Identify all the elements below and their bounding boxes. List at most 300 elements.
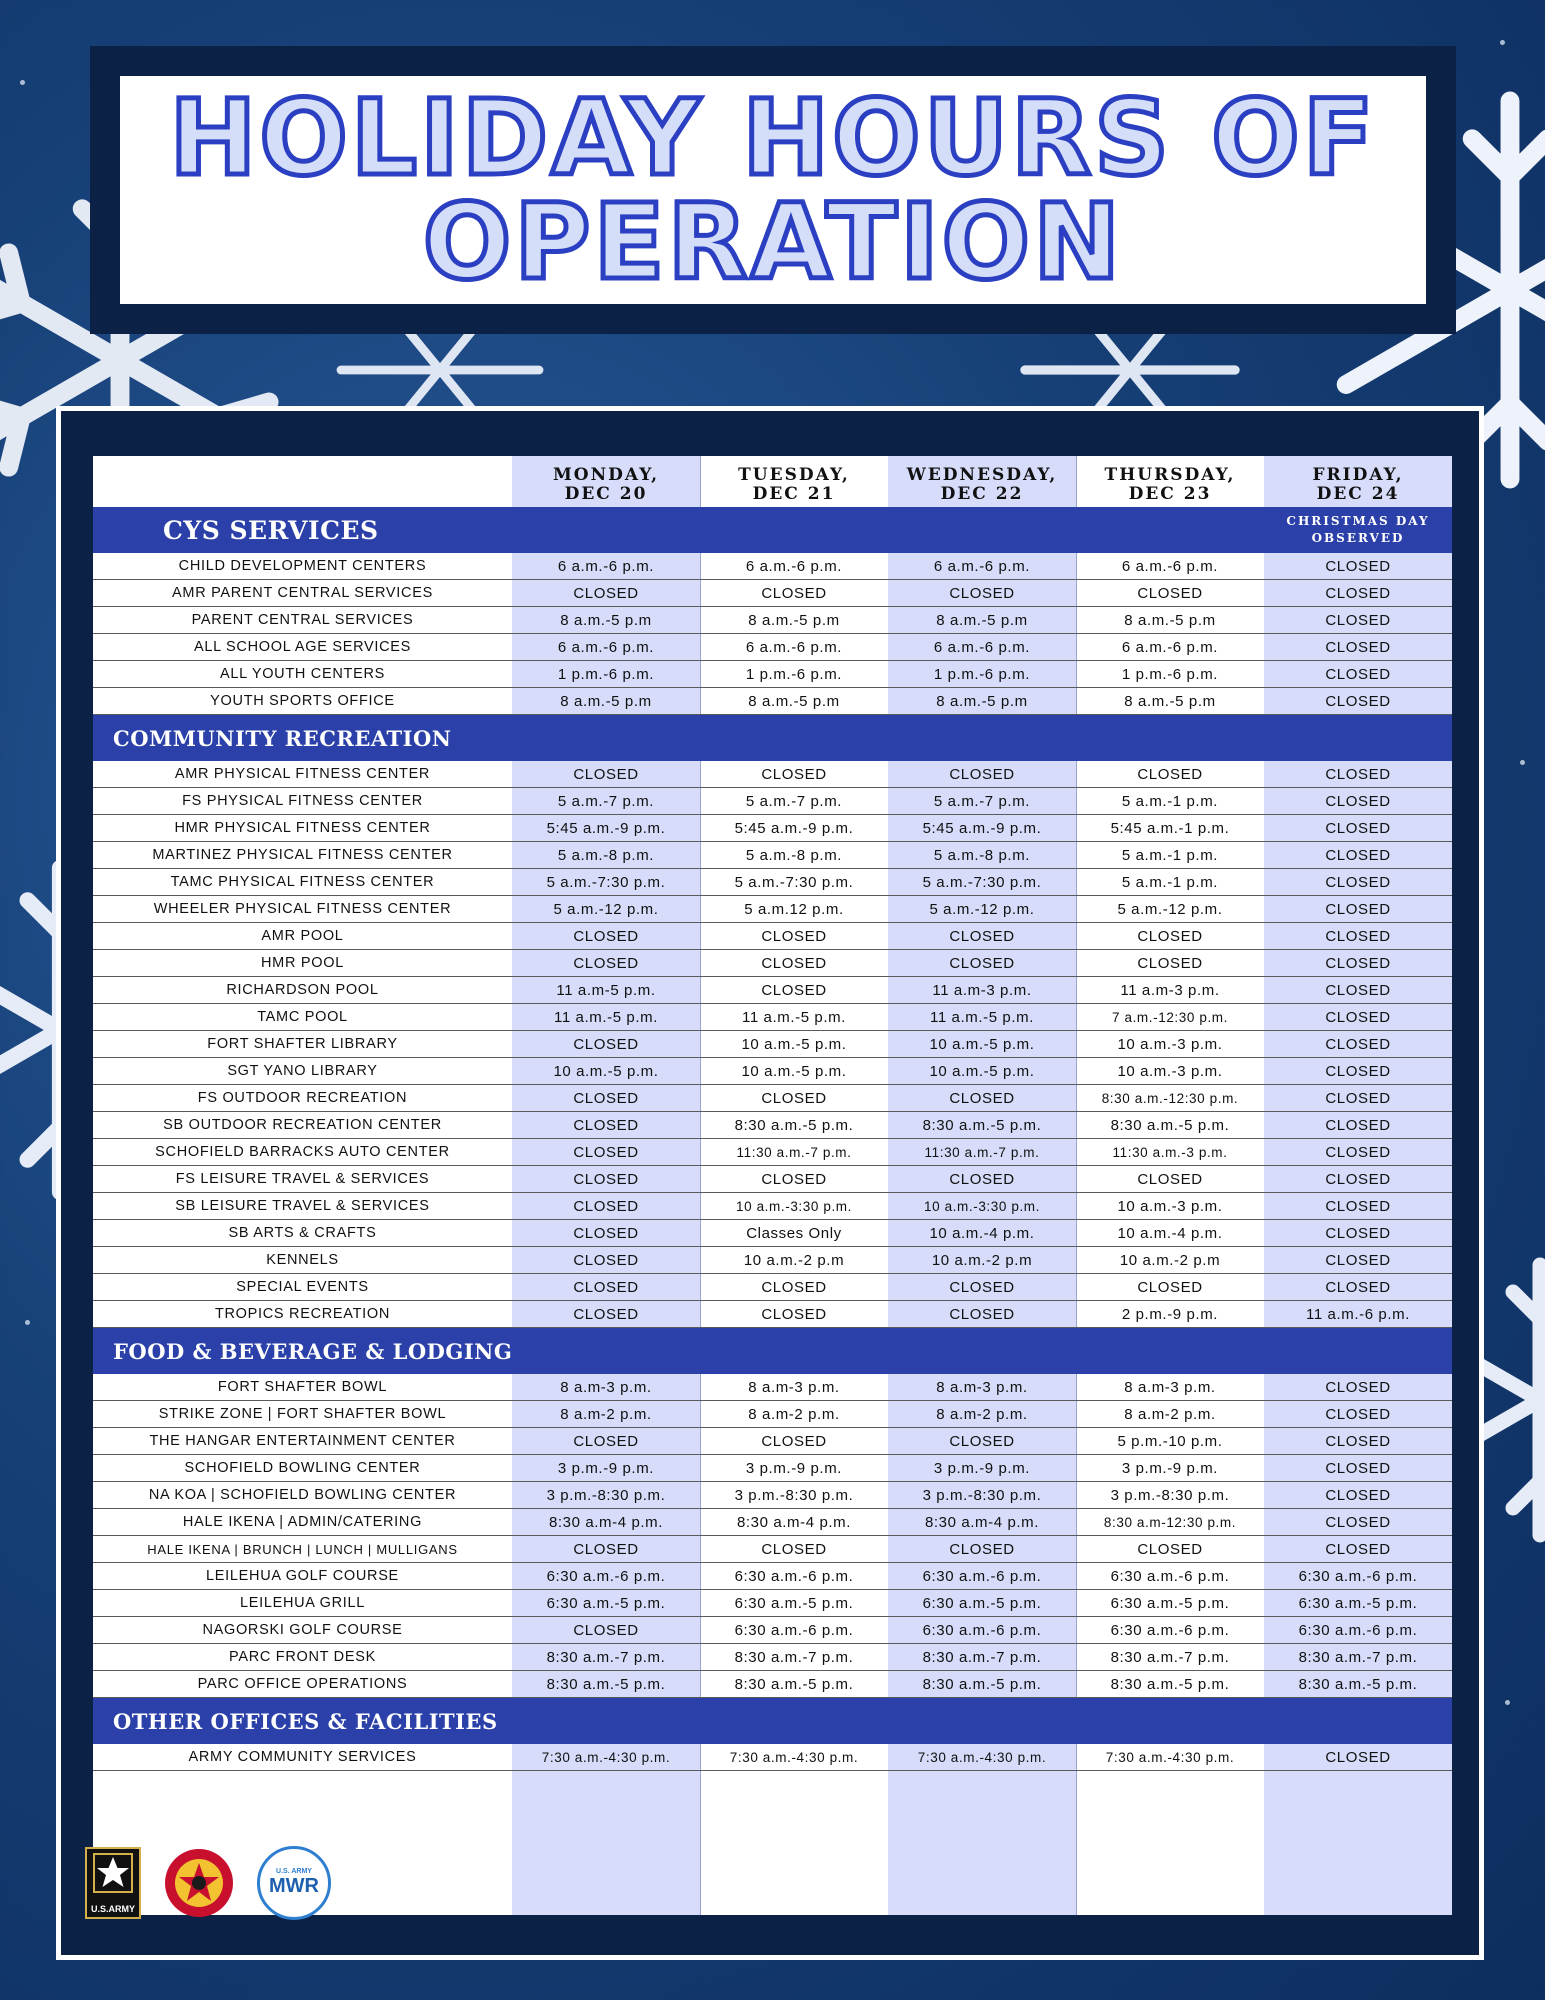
hours-cell: CLOSED (512, 1428, 700, 1455)
hours-cell: CLOSED (512, 1301, 700, 1328)
hours-cell: CLOSED (512, 1617, 700, 1644)
mwr-wordmark: MWR (269, 1875, 319, 1897)
facility-name: SB OUTDOOR RECREATION CENTER (93, 1112, 512, 1139)
hours-cell: 8:30 a.m-12:30 p.m. (1076, 1509, 1264, 1536)
hours-cell: 5 a.m.-12 p.m. (1076, 896, 1264, 923)
hours-cell: CLOSED (512, 1220, 700, 1247)
hours-cell: 6:30 a.m.-6 p.m. (1076, 1617, 1264, 1644)
table-row (93, 1220, 1452, 1247)
table-row (93, 1401, 1452, 1428)
hours-cell: CLOSED (1264, 553, 1452, 580)
hours-cell: 10 a.m.-5 p.m. (700, 1058, 888, 1085)
hours-cell: 5:45 a.m.-1 p.m. (1076, 815, 1264, 842)
hours-cell: CLOSED (700, 1536, 888, 1563)
hours-cell: 8 a.m-3 p.m. (512, 1374, 700, 1401)
hours-cell: 5 a.m.-7:30 p.m. (700, 869, 888, 896)
hours-cell: 8 a.m.-5 p.m (888, 688, 1076, 715)
hours-cell: CLOSED (888, 580, 1076, 607)
table-row (93, 1058, 1452, 1085)
hours-cell: CLOSED (1076, 1166, 1264, 1193)
hours-cell: 5 p.m.-10 p.m. (1076, 1428, 1264, 1455)
facility-name: HALE IKENA | BRUNCH | LUNCH | MULLIGANS (93, 1536, 512, 1563)
hours-cell: 5 a.m.-8 p.m. (512, 842, 700, 869)
hours-cell: 6 a.m.-6 p.m. (700, 553, 888, 580)
facility-name: AMR POOL (93, 923, 512, 950)
hours-cell: CLOSED (1264, 1112, 1452, 1139)
hours-cell: CLOSED (1076, 923, 1264, 950)
hours-cell: CLOSED (1264, 1031, 1452, 1058)
hours-cell: 10 a.m.-3:30 p.m. (888, 1193, 1076, 1220)
hours-cell: CLOSED (888, 1536, 1076, 1563)
us-army-logo (85, 1847, 141, 1919)
hours-cell: CLOSED (1264, 1744, 1452, 1771)
facility-name: TAMC POOL (93, 1004, 512, 1031)
table-row (93, 1644, 1452, 1671)
hours-cell: 11 a.m-3 p.m. (1076, 977, 1264, 1004)
hours-cell: CLOSED (888, 923, 1076, 950)
hours-cell: CLOSED (512, 1085, 700, 1112)
hours-cell: 11 a.m.-6 p.m. (1264, 1301, 1452, 1328)
hours-cell: CLOSED (1264, 580, 1452, 607)
facility-name: FS LEISURE TRAVEL & SERVICES (93, 1166, 512, 1193)
table-row (93, 634, 1452, 661)
hours-cell: CLOSED (1264, 869, 1452, 896)
hours-cell: 8 a.m.-5 p.m (512, 607, 700, 634)
hours-cell: CLOSED (512, 1139, 700, 1166)
hours-cell: 10 a.m.-5 p.m. (700, 1031, 888, 1058)
hours-cell: CLOSED (700, 950, 888, 977)
facility-name: HALE IKENA | ADMIN/CATERING (93, 1509, 512, 1536)
hours-cell: CLOSED (1264, 1274, 1452, 1301)
hours-cell: 10 a.m.-3 p.m. (1076, 1193, 1264, 1220)
facility-name: FORT SHAFTER BOWL (93, 1374, 512, 1401)
table-row (93, 896, 1452, 923)
hours-cell: 5:45 a.m.-9 p.m. (512, 815, 700, 842)
table-row (93, 761, 1452, 788)
hours-cell: 8:30 a.m.-7 p.m. (700, 1644, 888, 1671)
hours-cell: 8 a.m.-5 p.m (700, 607, 888, 634)
table-row (93, 1031, 1452, 1058)
hours-cell: CLOSED (512, 1193, 700, 1220)
header-tuesday: TUESDAY, DEC 21 (738, 465, 850, 504)
mwr-caption: U.S. ARMY (276, 1868, 312, 1875)
facility-name: AMR PARENT CENTRAL SERVICES (93, 580, 512, 607)
table-row (93, 1193, 1452, 1220)
hours-cell: CLOSED (1264, 661, 1452, 688)
table-row (93, 1112, 1452, 1139)
hours-cell: 6 a.m.-6 p.m. (888, 634, 1076, 661)
table-row (93, 950, 1452, 977)
hours-cell: 7:30 a.m.-4:30 p.m. (888, 1744, 1076, 1771)
hours-cell: 8 a.m-2 p.m. (700, 1401, 888, 1428)
hours-cell: 11 a.m-5 p.m. (512, 977, 700, 1004)
table-row (93, 1590, 1452, 1617)
hours-cell: 3 p.m.-9 p.m. (888, 1455, 1076, 1482)
section-header-community-recreation (93, 715, 1452, 762)
facility-name: TROPICS RECREATION (93, 1301, 512, 1328)
hours-cell: CLOSED (1264, 688, 1452, 715)
facility-name: ALL YOUTH CENTERS (93, 661, 512, 688)
hours-cell: CLOSED (512, 1247, 700, 1274)
page-title-line-2: OPERATION (422, 181, 1124, 303)
hours-cell: CLOSED (1264, 1455, 1452, 1482)
hours-cell: 8:30 a.m.-5 p.m. (700, 1671, 888, 1698)
hours-cell: CLOSED (1264, 1536, 1452, 1563)
table-row (93, 977, 1452, 1004)
hours-cell: 8 a.m-3 p.m. (1076, 1374, 1264, 1401)
table-row (93, 580, 1452, 607)
hours-cell: 5 a.m.-1 p.m. (1076, 869, 1264, 896)
hours-cell: CLOSED (512, 761, 700, 788)
hours-cell: 6 a.m.-6 p.m. (888, 553, 1076, 580)
hours-cell: 6:30 a.m.-6 p.m. (1264, 1617, 1452, 1644)
hours-cell: 8 a.m-2 p.m. (512, 1401, 700, 1428)
hours-cell: CLOSED (888, 1085, 1076, 1112)
table-row (93, 1744, 1452, 1771)
hours-cell: 8 a.m.-5 p.m (1076, 607, 1264, 634)
table-row (93, 553, 1452, 580)
hours-cell: 8:30 a.m.-5 p.m. (1076, 1671, 1264, 1698)
table-row (93, 661, 1452, 688)
table-row (93, 1509, 1452, 1536)
table-row (93, 1166, 1452, 1193)
hours-cell: CLOSED (1264, 923, 1452, 950)
facility-name: SB ARTS & CRAFTS (93, 1220, 512, 1247)
hours-cell: CLOSED (888, 1274, 1076, 1301)
hours-cell: 7:30 a.m.-4:30 p.m. (700, 1744, 888, 1771)
facility-name: WHEELER PHYSICAL FITNESS CENTER (93, 896, 512, 923)
table-row (93, 607, 1452, 634)
hours-cell: 10 a.m.-4 p.m. (888, 1220, 1076, 1247)
facility-name: SCHOFIELD BARRACKS AUTO CENTER (93, 1139, 512, 1166)
title-banner (90, 46, 1456, 334)
facility-name: FS PHYSICAL FITNESS CENTER (93, 788, 512, 815)
hours-cell: 5 a.m.-7:30 p.m. (888, 869, 1076, 896)
hours-cell: CLOSED (700, 761, 888, 788)
hours-cell: CLOSED (1264, 1004, 1452, 1031)
hours-cell: 5 a.m.-7:30 p.m. (512, 869, 700, 896)
facility-name: CHILD DEVELOPMENT CENTERS (93, 553, 512, 580)
hours-cell: 1 p.m.-6 p.m. (888, 661, 1076, 688)
hours-cell: CLOSED (1076, 1536, 1264, 1563)
hours-cell: CLOSED (700, 1085, 888, 1112)
hours-cell: 5 a.m.12 p.m. (700, 896, 888, 923)
logo-strip (85, 1846, 331, 1920)
hours-cell: 10 a.m.-5 p.m. (888, 1031, 1076, 1058)
facility-name: RICHARDSON POOL (93, 977, 512, 1004)
table-row (93, 1004, 1452, 1031)
hours-cell: 1 p.m.-6 p.m. (700, 661, 888, 688)
hours-cell: CLOSED (1264, 1247, 1452, 1274)
hours-cell: 8:30 a.m.-5 p.m. (888, 1671, 1076, 1698)
hours-cell: CLOSED (512, 950, 700, 977)
hours-cell: 3 p.m.-8:30 p.m. (888, 1482, 1076, 1509)
hours-cell: 7:30 a.m.-4:30 p.m. (512, 1744, 700, 1771)
facility-name: SCHOFIELD BOWLING CENTER (93, 1455, 512, 1482)
hours-cell: 3 p.m.-9 p.m. (700, 1455, 888, 1482)
hours-cell: 8 a.m.-5 p.m (512, 688, 700, 715)
hours-cell: CLOSED (888, 1301, 1076, 1328)
header-wednesday: WEDNESDAY, DEC 22 (906, 465, 1058, 504)
section-header-food-beverage-lodging (93, 1328, 1452, 1375)
table-row (93, 1455, 1452, 1482)
hours-cell: 5:45 a.m.-9 p.m. (700, 815, 888, 842)
hours-cell: CLOSED (1264, 1058, 1452, 1085)
hours-cell: 8:30 a.m.-7 p.m. (1076, 1644, 1264, 1671)
hours-cell: CLOSED (1076, 580, 1264, 607)
hours-cell: 5 a.m.-7 p.m. (700, 788, 888, 815)
facility-name: NAGORSKI GOLF COURSE (93, 1617, 512, 1644)
facility-name: KENNELS (93, 1247, 512, 1274)
hours-cell: 8 a.m-2 p.m. (888, 1401, 1076, 1428)
facility-name: FORT SHAFTER LIBRARY (93, 1031, 512, 1058)
hours-cell: CLOSED (1264, 788, 1452, 815)
facility-name: SPECIAL EVENTS (93, 1274, 512, 1301)
garrison-seal-icon (163, 1847, 235, 1919)
facility-name: LEILEHUA GRILL (93, 1590, 512, 1617)
hours-cell: 6:30 a.m.-5 p.m. (888, 1590, 1076, 1617)
hours-cell: 8 a.m-3 p.m. (888, 1374, 1076, 1401)
hours-cell: 3 p.m.-8:30 p.m. (1076, 1482, 1264, 1509)
hours-cell: 6:30 a.m.-6 p.m. (888, 1563, 1076, 1590)
hours-cell: 5 a.m.-12 p.m. (888, 896, 1076, 923)
hours-cell: CLOSED (700, 1166, 888, 1193)
table-row (93, 1374, 1452, 1401)
hours-cell: CLOSED (1264, 1085, 1452, 1112)
hours-cell: CLOSED (888, 1166, 1076, 1193)
hours-cell: 6 a.m.-6 p.m. (700, 634, 888, 661)
table-row (93, 1671, 1452, 1698)
title-box (120, 76, 1426, 304)
hours-cell: CLOSED (1264, 1193, 1452, 1220)
section-title: FOOD & BEVERAGE & LODGING (93, 1328, 1452, 1375)
hours-cell: 5 a.m.-12 p.m. (512, 896, 700, 923)
hours-cell: 3 p.m.-9 p.m. (512, 1455, 700, 1482)
facility-name: NA KOA | SCHOFIELD BOWLING CENTER (93, 1482, 512, 1509)
page-title-line-1: HOLIDAY HOURS OF (169, 77, 1377, 199)
section-header-cys-services (93, 507, 1452, 553)
hours-cell: CLOSED (1264, 1509, 1452, 1536)
facility-name: STRIKE ZONE | FORT SHAFTER BOWL (93, 1401, 512, 1428)
hours-cell: CLOSED (512, 1031, 700, 1058)
hours-cell: CLOSED (1264, 950, 1452, 977)
hours-cell: CLOSED (1264, 896, 1452, 923)
facility-name: SGT YANO LIBRARY (93, 1058, 512, 1085)
hours-cell: 8 a.m.-5 p.m (700, 688, 888, 715)
hours-cell: 11:30 a.m.-7 p.m. (888, 1139, 1076, 1166)
facility-name: YOUTH SPORTS OFFICE (93, 688, 512, 715)
hours-cell: 2 p.m.-9 p.m. (1076, 1301, 1264, 1328)
hours-cell: 8:30 a.m.-12:30 p.m. (1076, 1085, 1264, 1112)
hours-cell: 6 a.m.-6 p.m. (512, 553, 700, 580)
hours-cell: CLOSED (700, 580, 888, 607)
hours-cell: 8:30 a.m-4 p.m. (512, 1509, 700, 1536)
section-title: COMMUNITY RECREATION (93, 715, 1452, 762)
hours-cell: 8 a.m-2 p.m. (1076, 1401, 1264, 1428)
hours-cell: CLOSED (1264, 1401, 1452, 1428)
hours-cell: CLOSED (1264, 815, 1452, 842)
hours-cell: CLOSED (1076, 1274, 1264, 1301)
hours-cell: CLOSED (512, 1274, 700, 1301)
hours-cell: CLOSED (1264, 1482, 1452, 1509)
facility-name: TAMC PHYSICAL FITNESS CENTER (93, 869, 512, 896)
hours-cell: 6:30 a.m.-5 p.m. (512, 1590, 700, 1617)
table-row (93, 1482, 1452, 1509)
hours-cell: 8 a.m.-5 p.m (1076, 688, 1264, 715)
hours-cell: 8:30 a.m.-5 p.m. (512, 1671, 700, 1698)
hours-cell: 3 p.m.-8:30 p.m. (512, 1482, 700, 1509)
hours-cell: 11 a.m.-5 p.m. (700, 1004, 888, 1031)
hours-cell: 6:30 a.m.-6 p.m. (1264, 1563, 1452, 1590)
hours-table (93, 456, 1452, 1771)
hours-cell: CLOSED (888, 950, 1076, 977)
schedule-panel (90, 456, 1452, 1915)
table-row (93, 1139, 1452, 1166)
hours-cell: 8:30 a.m.-5 p.m. (1264, 1671, 1452, 1698)
hours-cell: CLOSED (512, 1536, 700, 1563)
hours-cell: CLOSED (1264, 1139, 1452, 1166)
hours-cell: 8:30 a.m.-7 p.m. (1264, 1644, 1452, 1671)
hours-cell: 6 a.m.-6 p.m. (512, 634, 700, 661)
hours-cell: CLOSED (1264, 842, 1452, 869)
table-row (93, 1428, 1452, 1455)
hours-cell: 10 a.m.-2 p.m (888, 1247, 1076, 1274)
header-row (93, 456, 1452, 507)
hours-cell: 6:30 a.m.-6 p.m. (700, 1617, 888, 1644)
hours-cell: CLOSED (700, 1301, 888, 1328)
hours-cell: 5 a.m.-8 p.m. (700, 842, 888, 869)
facility-name: AMR PHYSICAL FITNESS CENTER (93, 761, 512, 788)
hours-cell: 6:30 a.m.-6 p.m. (888, 1617, 1076, 1644)
hours-cell: 10 a.m.-5 p.m. (888, 1058, 1076, 1085)
table-body (93, 507, 1452, 1771)
hours-cell: CLOSED (512, 1112, 700, 1139)
hours-cell: CLOSED (1076, 950, 1264, 977)
hours-cell: 8:30 a.m.-7 p.m. (888, 1644, 1076, 1671)
hours-cell: CLOSED (700, 1274, 888, 1301)
hours-cell: 6:30 a.m.-5 p.m. (700, 1590, 888, 1617)
hours-cell: CLOSED (1264, 1374, 1452, 1401)
facility-name: PARC OFFICE OPERATIONS (93, 1671, 512, 1698)
hours-cell: 8:30 a.m-4 p.m. (700, 1509, 888, 1536)
hours-cell: 10 a.m.-5 p.m. (512, 1058, 700, 1085)
hours-cell: 6:30 a.m.-6 p.m. (512, 1563, 700, 1590)
hours-cell: 3 p.m.-8:30 p.m. (700, 1482, 888, 1509)
hours-cell: 10 a.m.-3 p.m. (1076, 1058, 1264, 1085)
facility-name: SB LEISURE TRAVEL & SERVICES (93, 1193, 512, 1220)
hours-cell: CLOSED (512, 1166, 700, 1193)
table-row (93, 1536, 1452, 1563)
facility-name: MARTINEZ PHYSICAL FITNESS CENTER (93, 842, 512, 869)
facility-name: HMR POOL (93, 950, 512, 977)
hours-cell: 6:30 a.m.-6 p.m. (1076, 1563, 1264, 1590)
hours-cell: 11 a.m-3 p.m. (888, 977, 1076, 1004)
hours-cell: 6:30 a.m.-6 p.m. (700, 1563, 888, 1590)
table-row (93, 788, 1452, 815)
table-row (93, 1247, 1452, 1274)
hours-cell: 5 a.m.-7 p.m. (888, 788, 1076, 815)
section-title: CYS SERVICES (93, 507, 1264, 553)
hours-cell: 10 a.m.-3 p.m. (1076, 1031, 1264, 1058)
army-wordmark: U.S.ARMY (90, 1904, 135, 1914)
hours-cell: 10 a.m.-2 p.m (1076, 1247, 1264, 1274)
header-blank (93, 456, 512, 507)
hours-cell: 8:30 a.m.-5 p.m. (700, 1112, 888, 1139)
hours-cell: CLOSED (1264, 977, 1452, 1004)
table-row (93, 1563, 1452, 1590)
hours-cell: 10 a.m.-4 p.m. (1076, 1220, 1264, 1247)
star-icon (93, 1853, 133, 1893)
hours-cell: CLOSED (1264, 1220, 1452, 1247)
hours-cell: 8:30 a.m.-5 p.m. (888, 1112, 1076, 1139)
hours-cell: 8:30 a.m.-5 p.m. (1076, 1112, 1264, 1139)
hours-cell: 5:45 a.m.-9 p.m. (888, 815, 1076, 842)
hours-cell: 10 a.m.-2 p.m (700, 1247, 888, 1274)
mwr-logo (257, 1846, 331, 1920)
hours-cell: 7:30 a.m.-4:30 p.m. (1076, 1744, 1264, 1771)
hours-cell: 1 p.m.-6 p.m. (1076, 661, 1264, 688)
hours-cell: CLOSED (700, 977, 888, 1004)
hours-cell: 11 a.m.-5 p.m. (888, 1004, 1076, 1031)
hours-cell: 11:30 a.m.-3 p.m. (1076, 1139, 1264, 1166)
hours-cell: CLOSED (888, 1428, 1076, 1455)
hours-cell: CLOSED (1264, 761, 1452, 788)
hours-cell: CLOSED (888, 761, 1076, 788)
facility-name: LEILEHUA GOLF COURSE (93, 1563, 512, 1590)
hours-cell: 3 p.m.-9 p.m. (1076, 1455, 1264, 1482)
hours-cell: CLOSED (700, 1428, 888, 1455)
hours-cell: CLOSED (1264, 607, 1452, 634)
hours-cell: CLOSED (1264, 634, 1452, 661)
hours-cell: 5 a.m.-1 p.m. (1076, 788, 1264, 815)
section-header-other-offices-facilities (93, 1698, 1452, 1745)
hours-cell: 11:30 a.m.-7 p.m. (700, 1139, 888, 1166)
hours-cell: 7 a.m.-12:30 p.m. (1076, 1004, 1264, 1031)
hours-cell: CLOSED (512, 580, 700, 607)
hours-cell: 8 a.m-3 p.m. (700, 1374, 888, 1401)
hours-cell: 5 a.m.-7 p.m. (512, 788, 700, 815)
header-friday: FRIDAY, DEC 24 (1312, 465, 1404, 504)
hours-cell: CLOSED (1076, 761, 1264, 788)
hours-cell: 6 a.m.-6 p.m. (1076, 553, 1264, 580)
table-row (93, 1301, 1452, 1328)
hours-cell: 8 a.m.-5 p.m (888, 607, 1076, 634)
hours-cell: CLOSED (512, 923, 700, 950)
facility-name: PARENT CENTRAL SERVICES (93, 607, 512, 634)
table-row (93, 1085, 1452, 1112)
facility-name: FS OUTDOOR RECREATION (93, 1085, 512, 1112)
hours-cell: Classes Only (700, 1220, 888, 1247)
hours-cell: 8:30 a.m.-7 p.m. (512, 1644, 700, 1671)
section-title: OTHER OFFICES & FACILITIES (93, 1698, 1452, 1745)
hours-cell: CLOSED (1264, 1428, 1452, 1455)
table-row (93, 1617, 1452, 1644)
hours-cell: 1 p.m.-6 p.m. (512, 661, 700, 688)
facility-name: ALL SCHOOL AGE SERVICES (93, 634, 512, 661)
hours-cell: CLOSED (700, 923, 888, 950)
friday-holiday-note: CHRISTMAS DAY OBSERVED (1264, 507, 1452, 553)
table-row (93, 923, 1452, 950)
header-thursday: THURSDAY, DEC 23 (1104, 465, 1236, 504)
facility-name: ARMY COMMUNITY SERVICES (93, 1744, 512, 1771)
hours-cell: 11 a.m.-5 p.m. (512, 1004, 700, 1031)
facility-name: PARC FRONT DESK (93, 1644, 512, 1671)
table-row (93, 688, 1452, 715)
facility-name: HMR PHYSICAL FITNESS CENTER (93, 815, 512, 842)
hours-cell: 5 a.m.-1 p.m. (1076, 842, 1264, 869)
table-row (93, 842, 1452, 869)
hours-cell: 5 a.m.-8 p.m. (888, 842, 1076, 869)
